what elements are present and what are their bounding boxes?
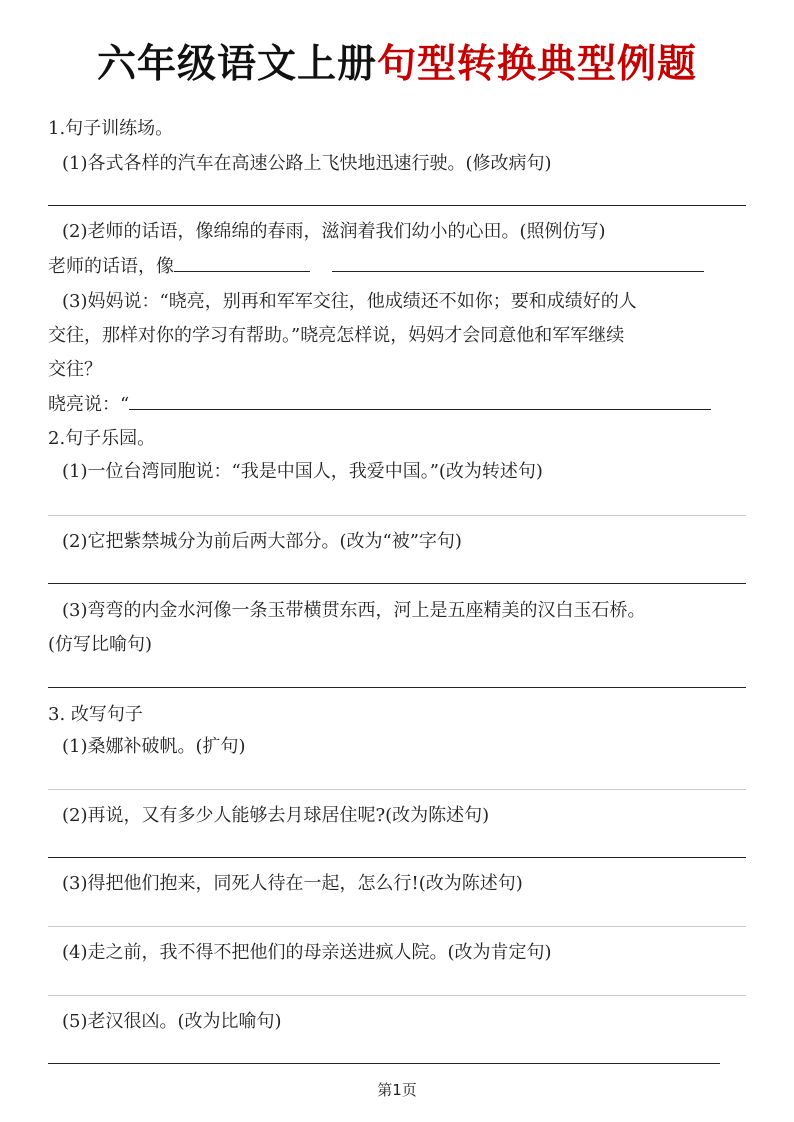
s1-question-1: (1)各式各样的汽车在高速公路上飞快地迅速行驶。(修改病句) [62, 153, 552, 174]
s2-q3-answer-line[interactable] [48, 687, 746, 688]
s1-q3-fill-prefix: 晓亮说：“ [48, 394, 130, 415]
s1-question-3-line-3: 交往？ [48, 359, 102, 380]
section3-heading: 3. 改写句子 [48, 704, 143, 725]
s3-question-4: (4)走之前，我不得不把他们的母亲送进疯人院。(改为肯定句) [62, 942, 552, 963]
s3-q2-answer-line[interactable] [48, 857, 746, 858]
title-part-black: 六年级语文上册 [96, 42, 377, 87]
s1-q2-blank-1[interactable] [174, 270, 310, 272]
s2-question-3-line-2: (仿写比喻句) [48, 634, 153, 655]
s1-q1-answer-line[interactable] [48, 205, 746, 206]
s1-q2-fill-prefix: 老师的话语，像 [48, 256, 174, 277]
page-title [0, 44, 794, 87]
s3-q5-answer-line[interactable] [48, 1063, 720, 1064]
s3-q4-answer-line[interactable] [48, 995, 746, 996]
s2-q2-answer-line[interactable] [48, 583, 746, 584]
s3-question-2: (2)再说，又有多少人能够去月球居住呢?(改为陈述句) [62, 805, 490, 826]
s3-q3-answer-line[interactable] [48, 926, 746, 927]
s3-question-1: (1)桑娜补破帆。(扩句) [62, 736, 246, 757]
s2-question-2: (2)它把紫禁城分为前后两大部分。(改为“被”字句) [62, 531, 462, 552]
s1-q2-fill-row [48, 256, 704, 278]
s2-question-3-line-1: (3)弯弯的内金水河像一条玉带横贯东西，河上是五座精美的汉白玉石桥。 [62, 600, 646, 621]
section1-heading: 1.句子训练场。 [48, 118, 174, 139]
s3-q1-answer-line[interactable] [48, 789, 746, 790]
s3-question-5: (5)老汉很凶。(改为比喻句) [62, 1011, 282, 1032]
section2-heading: 2.句子乐园。 [48, 428, 156, 449]
page-number: 第1页 [377, 1081, 417, 1099]
title-part-red: 句型转换典型例题 [377, 42, 698, 87]
s1-q3-fill-row [48, 394, 711, 416]
s3-question-3: (3)得把他们抱来，同死人待在一起，怎么行!(改为陈述句) [62, 873, 523, 894]
s1-question-3-line-2: 交往，那样对你的学习有帮助。”晓亮怎样说，妈妈才会同意他和军军继续 [48, 325, 625, 346]
s1-question-3-line-1: (3)妈妈说：“晓亮，别再和军军交往，他成绩还不如你；要和成绩好的人 [62, 291, 637, 312]
s1-question-2: (2)老师的话语，像绵绵的春雨，滋润着我们幼小的心田。(照例仿写) [62, 221, 606, 242]
s2-question-1: (1)一位台湾同胞说：“我是中国人，我爱中国。”(改为转述句) [62, 461, 543, 482]
s1-q2-blank-2[interactable] [332, 270, 704, 272]
s1-q3-blank[interactable] [129, 408, 711, 410]
s2-q1-answer-line[interactable] [48, 515, 746, 516]
